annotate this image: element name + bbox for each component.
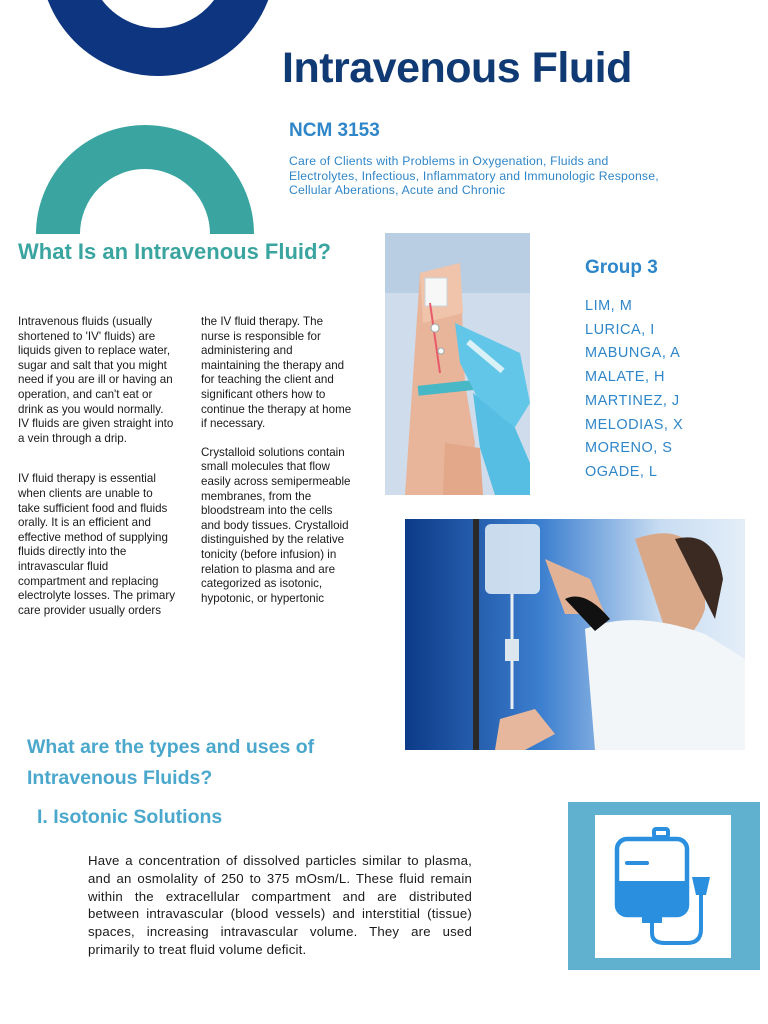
member-name: MELODIAS, X: [585, 416, 684, 433]
decorative-arch: [36, 125, 254, 343]
iv-bag-nurse-illustration: [405, 519, 745, 750]
member-name: MARTINEZ, J: [585, 392, 680, 409]
text-column-2: [201, 315, 353, 620]
isotonic-heading: I. Isotonic Solutions: [37, 806, 223, 828]
member-name: OGADE, L: [585, 463, 658, 480]
types-heading: What are the types and uses of Intravenous Fluids?: [27, 736, 315, 789]
what-is-heading: What Is an Intravenous Fluid?: [18, 239, 331, 264]
paragraph-definition: Intravenous fluids (usually shortened to 'IV' fluids) are liquids given to replace water, sugar and salt that you might need if you are ill or having an operation, and can't eat or drink as you would normally. IV fluids are given straight into a vein through a drip.: [18, 315, 174, 445]
paragraph-therapy: IV fluid therapy is essential when clients are unable to take sufficient food and fluids orally. It is an efficient and effective method of supplying fluids directly into the intravascular fluid compartment and replacing electrolyte losses. The primary care provider usually orders: [18, 472, 176, 617]
photo-iv-arm: [385, 233, 530, 495]
member-name: LIM, M: [585, 298, 633, 314]
member-name: MORENO, S: [585, 440, 673, 457]
page-title: Intravenous Fluid: [282, 44, 632, 92]
member-name: LURICA, I: [585, 321, 655, 338]
member-list: [585, 295, 683, 485]
paragraph-crystalloid: Crystalloid solutions contain small molecules that flow easily across semipermeable membranes, from the bloodstream into the cells and body tissues. Crystalloid distinguished by the relative tonicity (before infusion) in relation to plasma and are categorized as isotonic, hypotonic, or hypertonic: [201, 445, 351, 605]
member-name: MABUNGA, A: [585, 345, 681, 362]
isotonic-description: Have a concentration of dissolved particles similar to plasma, and an osmolality of 250 to 375 mOsm/L. These fluid remain within the extracellular compartment and are distributed between intravascular (blood vessels) and interstitial (tissue) spaces, increasing intravascular volume. They are used primarily to treat fluid volume deficit.: [88, 853, 472, 957]
text-column-1: [18, 315, 175, 632]
group-title: Group 3: [585, 257, 658, 278]
decorative-ring-top: [40, 0, 276, 76]
course-description: Care of Clients with Problems in Oxygenation, Fluids and Electrolytes, Infectious, Inflammatory and Immunologic Response, Cellular Aberations, Acute and Chronic: [289, 154, 659, 197]
course-code: NCM 3153: [289, 120, 380, 141]
iv-arm-illustration: [385, 233, 530, 495]
photo-iv-bag-nurse: [405, 519, 745, 750]
iv-bag-icon-card: [595, 815, 731, 958]
iv-bag-icon: [595, 815, 731, 958]
member-name: MALATE, H: [585, 369, 665, 386]
paragraph-nurse-role: the IV fluid therapy. The nurse is responsible for administering and maintaining the therapy and for teaching the client and significant others how to continue the therapy at home if necessary.: [201, 315, 352, 431]
